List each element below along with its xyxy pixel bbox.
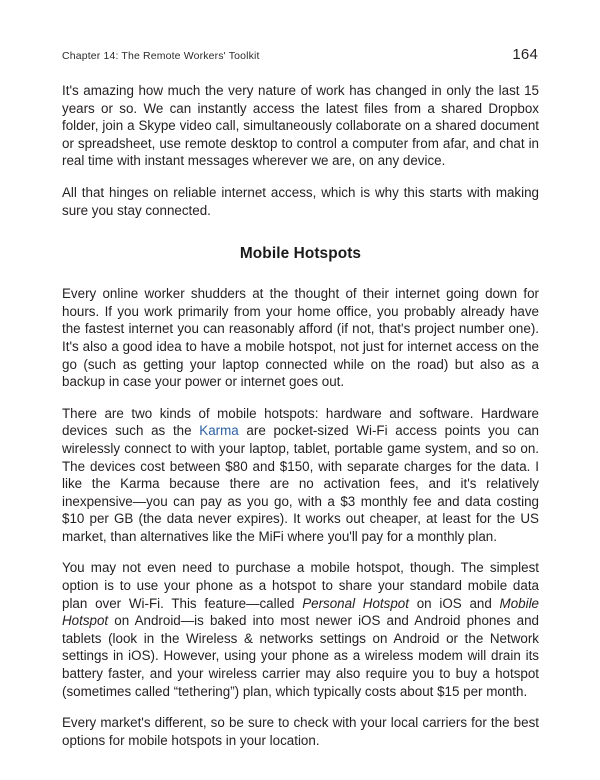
paragraph-phone-as-hotspot-text-3: on Android—is baked into most newer iOS and Android phones and tablets (look in the Wireless & networks settings on Android or the Network settings in iOS). However, using your phone as a wireless modem will drain its battery faster, and your wireless carrier may also require you to buy a hotspot (sometimes called “tethering”) plan, which typically costs about $15 per month. xyxy=(62,613,539,699)
paragraph-phone-as-hotspot-text-2: on iOS and xyxy=(408,595,500,611)
section-heading-mobile-hotspots: Mobile Hotspots xyxy=(239,245,362,263)
term-mobile-hotspot-word-1: Mobile xyxy=(499,595,539,611)
paragraph-phone-as-hotspot xyxy=(62,559,539,700)
paragraph-intro: It's amazing how much the very nature of work has changed in only the last 15 years or so. We can instantly access the latest files from a shared Dropbox folder, join a Skype video call, simultaneously collaborate on a shared document or spreadsheet, use remote desktop to control a computer from afar, and chat in real time with instant messages wherever we are, on any device. xyxy=(62,83,539,169)
paragraph-phone-as-hotspot-text-1: You may not even need to purchase a mobile hotspot, though. The simplest option is to use your phone as a hotspot to share your standard mobile data plan over Wi-Fi. This feature—called xyxy=(62,560,539,611)
paragraph-two-kinds-text-before-link: There are two kinds of mobile hotspots: hardware and software. Hardware devices such as the xyxy=(62,405,539,439)
paragraph-two-kinds-text-after-link: are pocket-sized Wi-Fi access points you can wirelessly connect to with your laptop, tablet, portable game system, and so on. The devices cost between $80 and $150, with separate charges for the data. I like the Karma because there are no activation fees, and it's relatively inexpensive—you can pay as you go, with a $3 monthly fee and data costing $10 per GB (the data never expires). It works out cheaper, at least for the US market, than alternatives like the MiFi where you'll pay for a monthly plan. xyxy=(62,423,539,544)
running-head xyxy=(62,46,538,66)
page-number: 164 xyxy=(512,46,538,63)
paragraph-connected: All that hinges on reliable internet access, which is why this starts with making sure you stay connected. xyxy=(62,184,539,218)
running-head-chapter-title: Chapter 14: The Remote Workers' Toolkit xyxy=(62,50,260,62)
paragraph-two-kinds xyxy=(62,405,539,546)
paragraph-every-online-worker: Every online worker shudders at the thought of their internet going down for hours. If you work primarily from your home office, you probably already have the fastest internet you can reasonably afford (if not, that's project number one). It's also a good idea to have a mobile hotspot, not just for internet access on the go (such as getting your laptop connected while on the road) but also as a backup in case your power or internet goes out. xyxy=(62,286,539,390)
term-personal-hotspot: Personal Hotspot xyxy=(302,595,409,611)
term-mobile-hotspot-word-2: Hotspot xyxy=(62,613,109,629)
karma-link[interactable]: Karma xyxy=(199,423,239,439)
paragraph-every-market: Every market's different, so be sure to check with your local carriers for the best options for mobile hotspots in your location. xyxy=(62,715,539,748)
page-body xyxy=(62,82,539,749)
